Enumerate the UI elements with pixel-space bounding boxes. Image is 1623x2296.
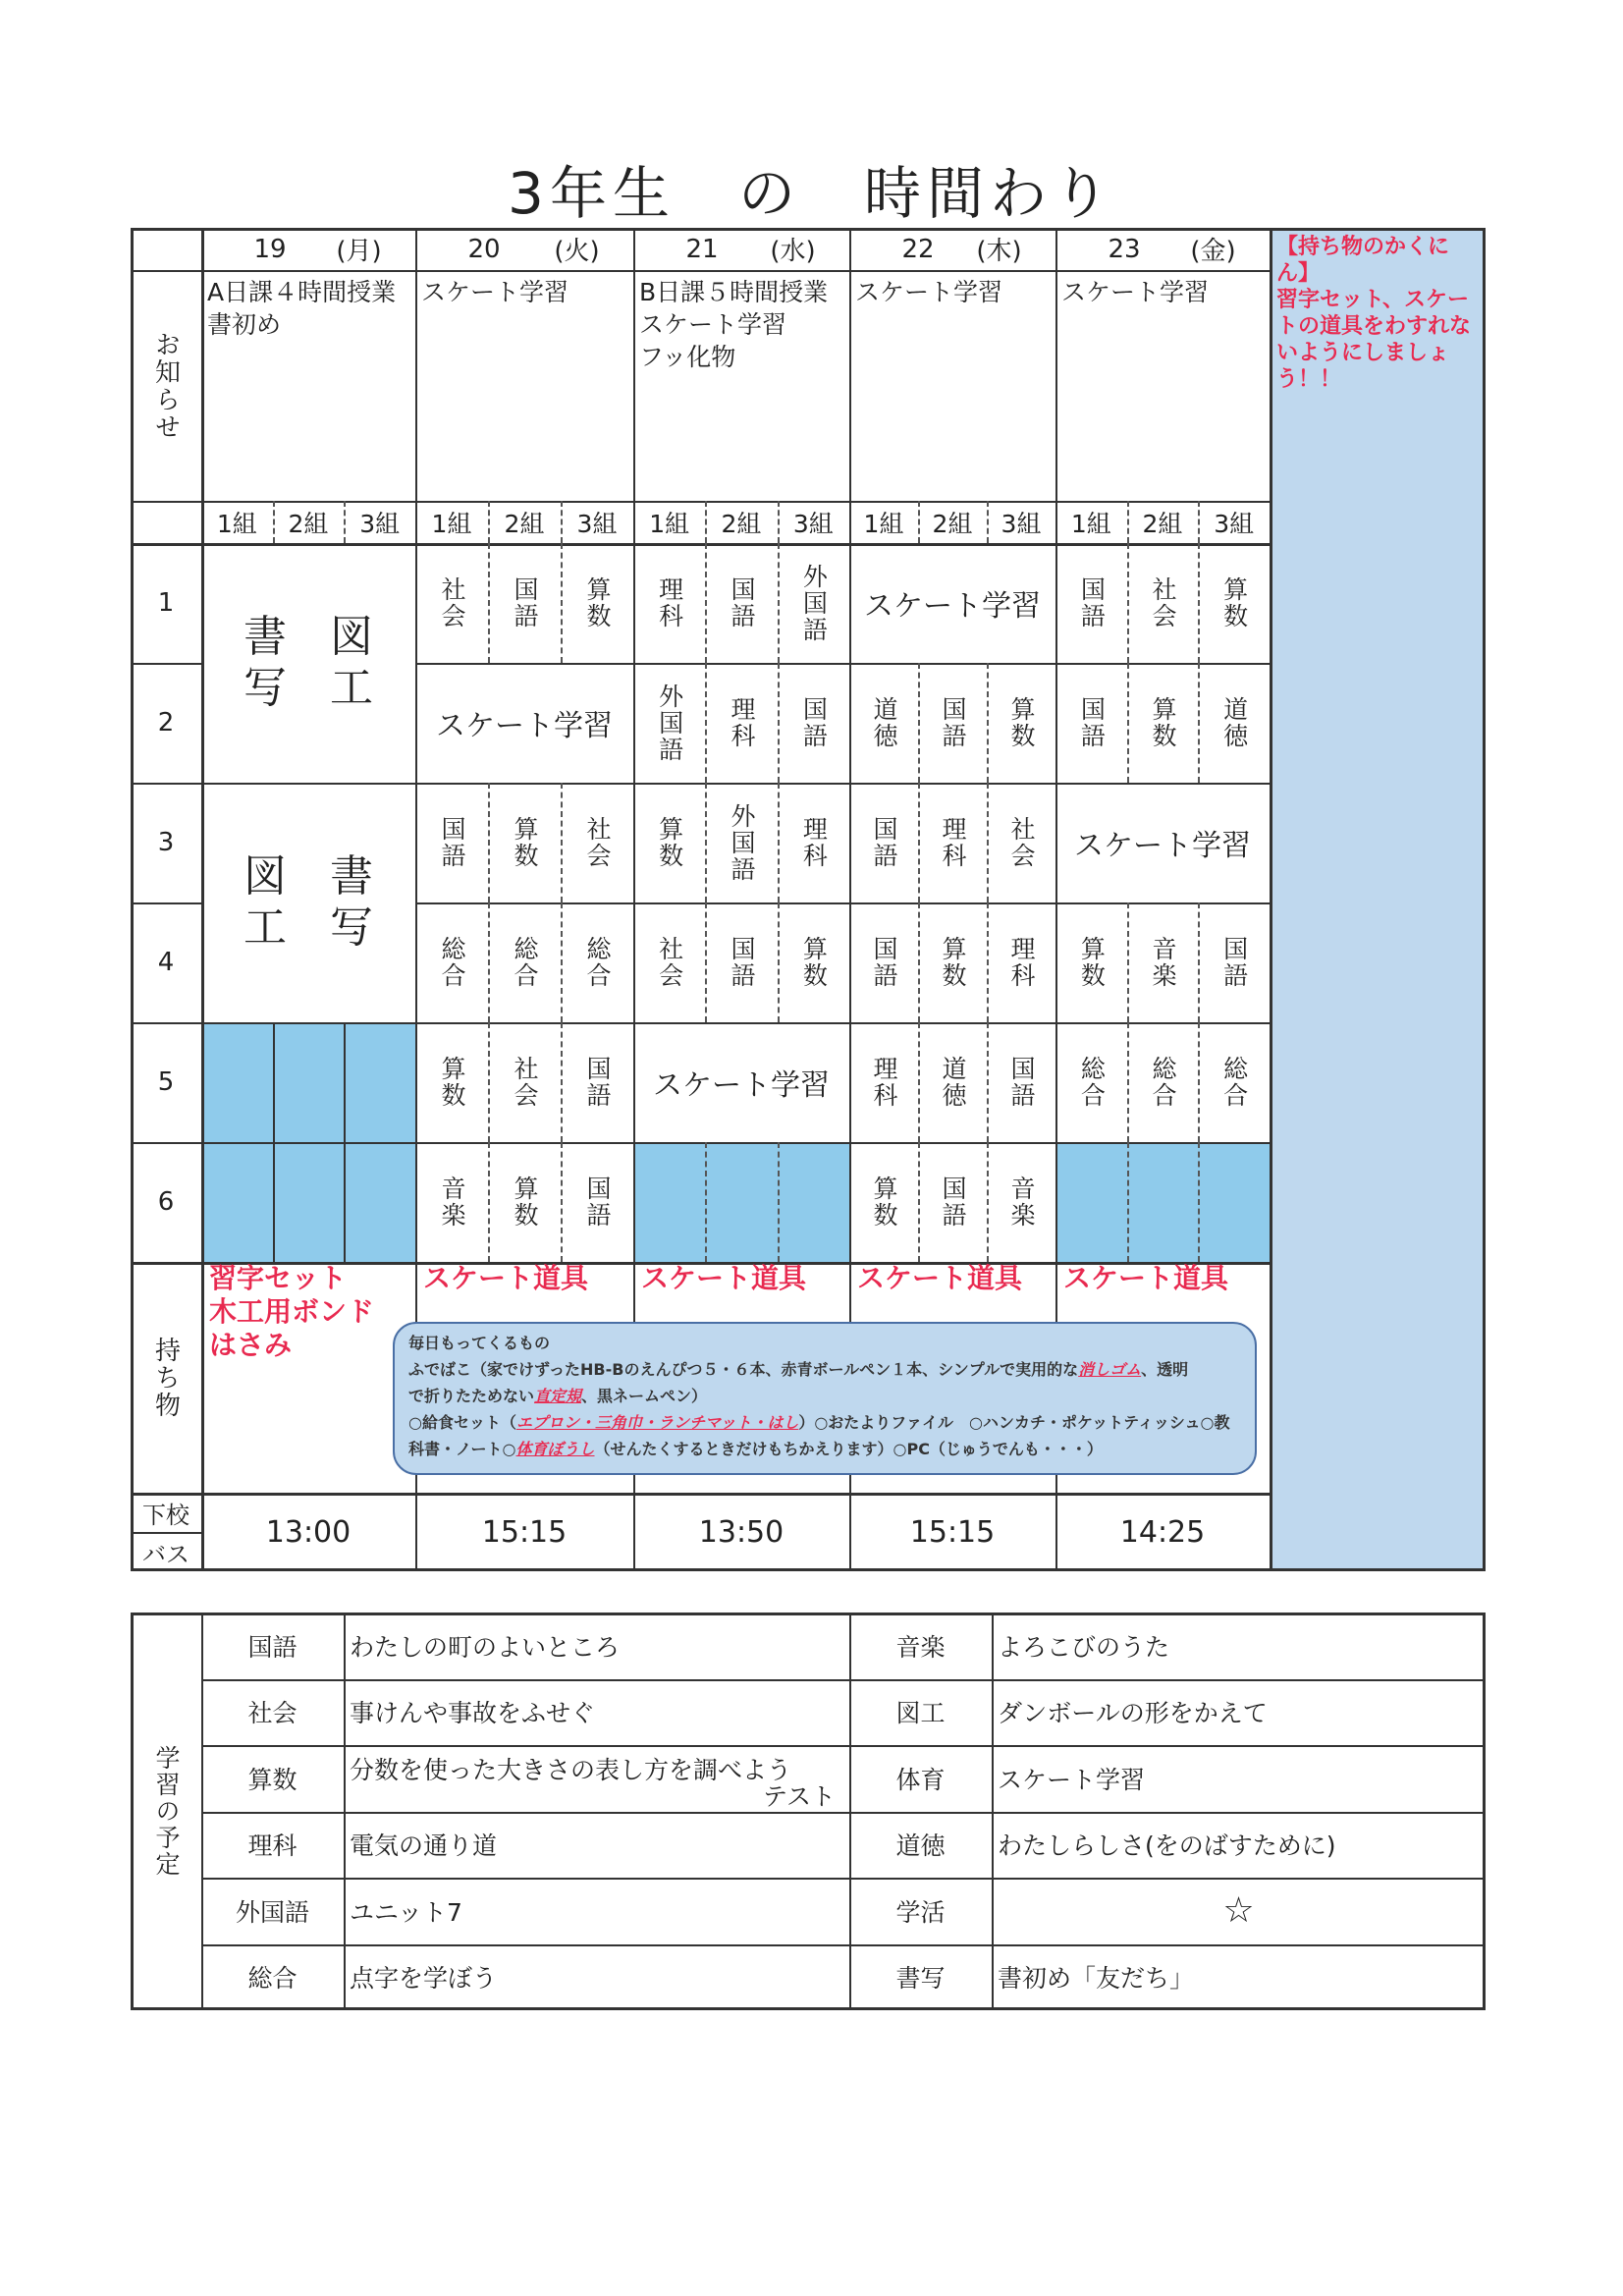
subject-cell: 国語 <box>511 576 539 629</box>
subject-cell: 国語 <box>728 936 756 989</box>
class-header: 2組 <box>932 509 973 538</box>
subject-cell: 社会 <box>438 576 466 629</box>
subject-cell: 音楽 <box>1007 1175 1036 1229</box>
unit-name: よろこびのうた <box>998 1632 1170 1662</box>
subject-cell: 算数 <box>583 576 612 629</box>
class-header: 1組 <box>216 509 257 538</box>
subject-name: 国語 <box>247 1632 298 1662</box>
day-date: 20 <box>467 234 501 264</box>
period-number: 3 <box>157 828 175 857</box>
class-header: 3組 <box>1001 509 1042 538</box>
subject-cell: 国語 <box>583 1175 612 1229</box>
star-icon: ☆ <box>1222 1890 1255 1932</box>
class-header: 1組 <box>431 509 472 538</box>
subject-cell: 理科 <box>1007 936 1036 989</box>
subject-name: 学活 <box>895 1897 946 1927</box>
side-note: 【持ち物のかくにん】 習字セット、スケートの道具をわすれないようにしましょう！！ <box>1276 235 1472 392</box>
subject-cell: 国語 <box>583 1056 612 1109</box>
subject-cell: 国語 <box>1007 1056 1036 1109</box>
dismissal-time: 13:50 <box>698 1514 784 1550</box>
day-of-week: (金) <box>1190 237 1236 266</box>
day-of-week: (木) <box>976 237 1022 266</box>
unit-name: 電気の通り道 <box>350 1831 498 1861</box>
dismissal-time: 13:00 <box>265 1514 352 1550</box>
subject-cell: 算数 <box>1148 696 1177 749</box>
class-divider <box>344 1022 346 1142</box>
subject-cell: 理科 <box>870 1056 898 1109</box>
subject-cell: 理科 <box>799 816 829 869</box>
belongings-label: 持ち物 <box>150 1336 181 1419</box>
day-of-week: (月) <box>336 237 382 266</box>
class-header: 2組 <box>1142 509 1183 538</box>
subject-cell: 社会 <box>655 936 684 989</box>
day-notice: スケート学習 <box>1061 278 1210 306</box>
subject-cell: 国語 <box>939 696 967 749</box>
subject-cell: 道徳 <box>1219 696 1249 749</box>
daily-items-line <box>408 1383 1241 1409</box>
subject-cell: 算数 <box>511 1175 539 1229</box>
subject-cell: 算数 <box>870 1175 898 1229</box>
dismissal-time: 15:15 <box>909 1514 996 1550</box>
skating-cell: スケート学習 <box>436 709 613 743</box>
item-text: 科書・ノート○ <box>408 1440 516 1458</box>
subject-cell: 音楽 <box>1148 936 1177 989</box>
subject-name: 社会 <box>247 1699 298 1728</box>
item-text: ）○おたよりファイル ○ハンカチ・ポケットティッシュ○教 <box>798 1413 1230 1432</box>
page-title: 3年生 の 時間わり <box>508 160 1115 227</box>
subject-cell: 算数 <box>438 1056 466 1109</box>
subject-name: 外国語 <box>235 1897 309 1927</box>
class-divider <box>273 1142 275 1262</box>
daily-items-line <box>408 1409 1241 1436</box>
subject-cell: 国語 <box>1219 936 1249 989</box>
subject-name: 図工 <box>895 1699 946 1728</box>
item-text: 、透明 <box>1141 1360 1189 1379</box>
subject-cell: 国語 <box>799 696 829 749</box>
period-number: 2 <box>157 708 175 738</box>
day-date: 21 <box>685 234 719 264</box>
subject-cell: 算数 <box>1219 576 1249 629</box>
subject-cell: 国語 <box>1077 696 1107 749</box>
class-header: 2組 <box>504 509 545 538</box>
belongings-text: スケート道具 <box>423 1262 589 1294</box>
class-header: 1組 <box>649 509 690 538</box>
class-header: 3組 <box>576 509 618 538</box>
subject-cell: 外国語 <box>655 683 684 763</box>
day-of-week: (水) <box>770 237 816 266</box>
day-date: 19 <box>253 234 287 264</box>
class-divider <box>273 1022 275 1142</box>
day-of-week: (火) <box>554 237 600 266</box>
subject-name: 書写 <box>895 1964 946 1994</box>
unit-note: テスト <box>762 1781 836 1811</box>
monday-periods-1-2: 書 図 写 工 <box>243 612 373 713</box>
subject-cell: 社会 <box>511 1056 539 1109</box>
subject-cell: 総合 <box>1148 1056 1177 1109</box>
skating-cell: スケート学習 <box>1074 829 1251 863</box>
daily-items-box <box>393 1322 1257 1475</box>
subject-cell: 国語 <box>1077 576 1107 629</box>
unit-name: 書初め「友だち」 <box>998 1964 1195 1994</box>
daily-items-heading <box>408 1330 1241 1356</box>
class-header: 2組 <box>288 509 329 538</box>
subject-cell: 算数 <box>1077 936 1107 989</box>
subject-name: 算数 <box>247 1765 298 1794</box>
subject-cell: 国語 <box>728 576 756 629</box>
dismissal-time: 15:15 <box>481 1514 568 1550</box>
subject-cell: 外国語 <box>728 802 756 883</box>
belongings-text: 習字セット 木工用ボンド はさみ <box>209 1262 375 1361</box>
class-header: 1組 <box>863 509 904 538</box>
subject-name: 総合 <box>247 1964 298 1994</box>
unit-name: 点字を学ぼう <box>350 1964 498 1994</box>
skating-cell: スケート学習 <box>653 1068 830 1103</box>
skating-cell: スケート学習 <box>864 589 1041 624</box>
subject-cell: 総合 <box>583 936 612 989</box>
subject-name: 体育 <box>895 1765 946 1794</box>
unit-name: 事けんや事故をふせぐ <box>350 1699 596 1728</box>
subject-cell: 総合 <box>1219 1056 1249 1109</box>
subject-cell: 算数 <box>511 816 539 869</box>
subject-name: 音楽 <box>895 1632 946 1662</box>
subject-cell: 算数 <box>1007 696 1036 749</box>
period-number: 4 <box>157 948 175 977</box>
subject-cell: 道徳 <box>870 696 898 749</box>
period-divider <box>201 1142 1270 1144</box>
period-number: 5 <box>157 1067 175 1097</box>
daily-items-line <box>408 1436 1241 1462</box>
emphasized-item: 消しゴム <box>1078 1360 1142 1379</box>
monday-periods-3-4: 図 書 工 写 <box>243 851 373 953</box>
period-number: 6 <box>157 1187 175 1217</box>
period-number: 1 <box>157 588 175 618</box>
day-notice: スケート学習 <box>855 278 1003 306</box>
subject-cell: 道徳 <box>939 1056 967 1109</box>
subject-name: 理科 <box>247 1831 298 1861</box>
class-divider <box>344 1142 346 1262</box>
day-notice: スケート学習 <box>421 278 569 306</box>
daily-items-line <box>408 1356 1241 1383</box>
subject-cell: 社会 <box>1148 576 1177 629</box>
belongings-text: スケート道具 <box>857 1262 1023 1294</box>
subject-cell: 国語 <box>939 1175 967 1229</box>
study-plan-label: 学習の予定 <box>152 1745 181 1878</box>
item-text: で折りたためない <box>408 1387 535 1405</box>
subject-cell: 総合 <box>438 936 466 989</box>
class-header: 1組 <box>1070 509 1111 538</box>
subject-cell: 算数 <box>939 936 967 989</box>
class-header: 3組 <box>359 509 401 538</box>
day-notice: A日課４時間授業 書初め <box>207 278 397 339</box>
item-text: ○給食セット（ <box>408 1413 516 1432</box>
emphasized-item: 直定規 <box>534 1387 582 1405</box>
subject-cell: 理科 <box>939 816 967 869</box>
day-date: 23 <box>1108 234 1141 264</box>
subject-cell: 国語 <box>870 816 898 869</box>
row-divider <box>131 270 1270 272</box>
item-text: 、黒ネームペン） <box>581 1387 708 1405</box>
item-text: （せんたくするときだけもちかえります）○PC（じゅうでんも・・・） <box>594 1440 1103 1458</box>
column-divider <box>1270 228 1272 1571</box>
notice-label: お知らせ <box>150 330 181 441</box>
subject-cell: 理科 <box>655 576 684 629</box>
class-header: 2組 <box>721 509 762 538</box>
subject-cell: 算数 <box>799 936 829 989</box>
unit-name: わたしらしさ(をのばすために) <box>998 1831 1336 1861</box>
subject-cell: 音楽 <box>438 1175 466 1229</box>
class-divider <box>1127 1142 1129 1262</box>
unit-name: ユニット7 <box>350 1897 462 1927</box>
subject-cell: 理科 <box>728 696 756 749</box>
subject-name: 道徳 <box>895 1831 946 1861</box>
day-date: 22 <box>901 234 935 264</box>
dismissal-time: 14:25 <box>1119 1514 1206 1550</box>
belongings-text: スケート道具 <box>641 1262 807 1294</box>
unit-name: わたしの町のよいところ <box>350 1632 621 1662</box>
unit-name: 分数を使った大きさの表し方を調べよう <box>350 1756 792 1784</box>
bus-label: バス <box>142 1540 189 1568</box>
class-divider <box>705 1142 707 1262</box>
subject-cell: 社会 <box>1007 816 1036 869</box>
item-text: 毎日もってくるもの <box>408 1334 551 1352</box>
subject-cell: 外国語 <box>799 563 829 643</box>
item-text: ふでばこ（家でけずったHB-Bのえんぴつ５・６本、赤青ボールペン１本、シンプルで実用的な <box>408 1360 1079 1379</box>
unit-name: ダンボールの形をかえて <box>998 1699 1268 1728</box>
subject-cell: 総合 <box>511 936 539 989</box>
class-header: 3組 <box>1214 509 1255 538</box>
subject-cell: 国語 <box>438 816 466 869</box>
belongings-text: スケート道具 <box>1063 1262 1229 1294</box>
subject-cell: 社会 <box>583 816 612 869</box>
class-divider <box>1198 1142 1200 1262</box>
unit-name: スケート学習 <box>998 1765 1146 1794</box>
emphasized-item: 体育ぼうし <box>515 1440 595 1458</box>
day-notice: B日課５時間授業 スケート学習 フッ化物 <box>639 278 829 371</box>
class-divider <box>778 1142 780 1262</box>
subject-cell: 算数 <box>655 816 684 869</box>
subject-cell: 総合 <box>1077 1056 1107 1109</box>
class-header: 3組 <box>792 509 834 538</box>
emphasized-item: エプロン・三角巾・ランチマット・はし <box>515 1413 799 1432</box>
subject-cell: 国語 <box>870 936 898 989</box>
dismissal-label: 下校 <box>142 1501 189 1529</box>
